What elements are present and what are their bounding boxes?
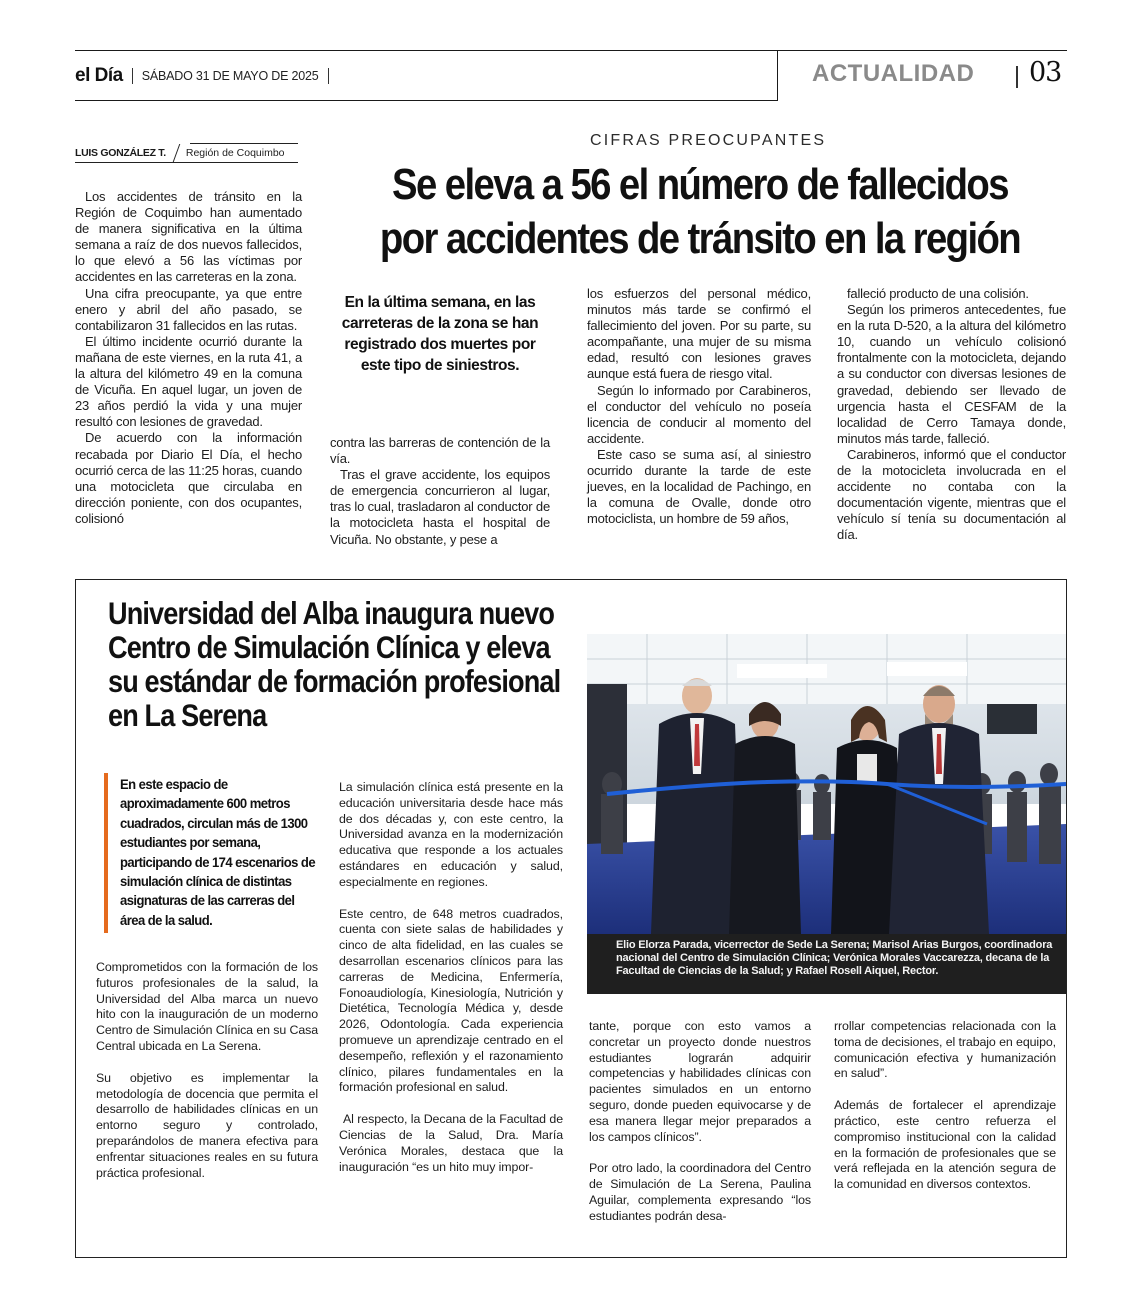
masthead [75,64,338,88]
paragraph: La simulación clínica está presente en la educación universitaria desde hace más de dos décadas y, con este centro, la Universidad avanza en la modernización educativa que responde a los actuales estándares en educación y salud, especialmente en regiones. [339,780,563,889]
page-number: 03 [1029,57,1062,88]
lead-accent-bar [104,773,108,933]
paragraph: Este caso se suma así, al siniestro ocurrido durante la tarde de este jueves, en la localidad de Pachingo, en la comuna de Ovalle, donde otro motociclista, un hombre de 59 años, [587,446,811,527]
paragraph: Comprometidos con la formación de los futuros profesionales de la salud, la Universidad del Alba marca un nuevo hito con la inauguración de un moderno Centro de Simulación Clínica en su Casa Central ubicada en La Serena. [96,960,318,1053]
title-line: en La Serena [108,697,267,733]
title-line: Centro de Simulación Clínica y eleva [108,629,550,665]
masthead-separator [132,68,133,84]
paragraph: tante, porque con esto vamos a concretar un proyecto donde nuestros estudiantes lograrán adquirir competencias y habilidades clínicas con pacientes simulados en un entorno seguro, donde pueden equivocarse y de esa manera llegar mejor preparados a los campos clínicos”. [589,1019,811,1144]
paragraph: Una cifra preocupante, ya que entre enero y abril del año pasado, se contabilizaron 31 fallecidos en las rutas. [75,285,302,333]
article-column-2 [330,435,550,548]
paragraph: Según lo informado por Carabineros, el conductor del vehículo no poseía licencia de conducir al momento del accidente. [587,382,811,446]
article-lead: En este espacio de aproximadamente 600 metros cuadrados, circulan más de 1300 estudiantes por semana, participando de 174 escenarios de simulación clínica de distintas asignaturas de las carreras del área de la salud. [120,777,316,929]
headline-line: por accidentes de tránsito en la región [379,215,1021,263]
paragraph: Este centro, de 648 metros cuadrados, cuenta con siete salas de habilidades y cinco de alta fidelidad, en las cuales se desarrollan escenarios clínicos para las carreras de Medicina, Enfermería, Fonoaudiología, Kinesiología, Nutrición y Dietética, Tecnología Médica y, desde 2026, Odontología. Cada experiencia promueve un aprendizaje centrado en el desempeño, reflexión y el razonamiento clínico, pilares fundamentales en la formación profesional en salud. [339,906,563,1095]
article-column-4 [837,286,1066,544]
article-headline [348,158,1052,266]
byline-rule [75,162,298,163]
title-line: Universidad del Alba inaugura nuevo [108,595,555,631]
photo-illustration [587,634,1066,934]
article-column-1 [75,189,302,527]
author-region: Región de Coquimbo [185,147,285,159]
paragraph: Los accidentes de tránsito en la Región de Coquimbo han aumentado de manera significativa en la última semana a raíz de dos nuevos fallecidos, lo que elevó a 56 las víctimas por accidentes en las carreteras en la zona. [75,189,302,285]
paragraph: Al respecto, la Decana de la Facultad de Ciencias de la Salud, Dra. María Verónica Morales, destaca que la inauguración “es un hito muy impor- [339,1112,563,1174]
article-lead: En la última semana, en las carreteras de la zona se han registrado dos muertes por este tipo de siniestros. [341,294,539,374]
paragraph: El último incidente ocurrió durante la mañana de este viernes, en la ruta 41, a la altura del kilómetro 49 en la comuna de Vicuña. En aquel lugar, un joven de 23 años perdió la vida y una mujer resultó con lesiones de gravedad. [75,333,302,430]
header-rule-top [75,50,1067,51]
byline [75,144,285,162]
paragraph: Por otro lado, la coordinadora del Centro de Simulación de La Serena, Paulina Aguilar, complementa expresando “los estudiantes podrán desa- [589,1161,811,1223]
article-column-4 [834,1019,1056,1193]
article-title [108,595,561,733]
paragraph: Según los primeros antecedentes, fue en la ruta D-520, a la altura del kilómetro 10, cuando un vehículo colisionó frontalmente con la motocicleta, dejando a su conductor con diversas lesiones de gravedad, debiendo ser llevado de urgencia hasta el CESFAM de la localidad de Cerro Tamaya donde, minutos más tarde, falleció. [837,302,1066,446]
newspaper-logo: el Día [75,65,123,86]
paragraph: falleció producto de una colisión. [847,286,1029,301]
paragraph: los esfuerzos del personal médico, minutos más tarde se confirmó el fallecimiento del joven. Por su parte, su acompañante, una mujer de su misma edad, resultó con lesiones graves aunque está fuera de riesgo vital. [587,286,811,382]
photo-caption: Elio Elorza Parada, vicerrector de Sede La Serena; Marisol Arias Burgos, coordinadora nacional del Centro de Simulación Clínica; Verónica Morales Vaccarezza, decana de la Facultad de Ciencias de la Salud; y Rafael Rosell Aiquel, Rector. [587,934,1066,994]
paragraph: Carabineros, informó que el conductor de la motocicleta involucrada en el accidente no contaba con la documentación vigente, mientras que el vehículo sí tenía su documentación al día. [837,446,1066,543]
article-column-2 [339,780,563,1175]
article-column-1 [96,960,318,1181]
article-kicker: CIFRAS PREOCUPANTES [590,132,827,149]
title-line: su estándar de formación profesional [108,663,561,699]
byline-slash [172,144,182,162]
paragraph: Tras el grave accidente, los equipos de emergencia concurrieron al lugar, tras lo cual, trasladaron al conductor de la motocicleta hasta el hospital de Vicuña. No obstante, y pese a [330,467,550,547]
article-column-3 [589,1019,811,1225]
masthead-separator [328,68,329,84]
author-name: LUIS GONZÁLEZ T. [75,147,166,159]
paragraph: rrollar competencias relacionada con la toma de decisiones, el trabajo en equipo, comunicación efectiva y humanización en salud”. [834,1019,1056,1081]
paragraph: De acuerdo con la información recabada por Diario El Día, el hecho ocurrió cerca de las 11:25 horas, cuando una motocicleta que circulaba en dirección poniente, con dos ocupantes, colisionó [75,430,302,526]
ribbon-cutting-photo [587,634,1066,934]
headline-line: Se eleva a 56 el número de fallecidos [392,161,1008,209]
paragraph: Su objetivo es implementar la metodología de docencia que permita el desarrollo de habilidades clínicas en un entorno seguro y controlado, preparándolos de manera efectiva para enfrentar situaciones reales en su futura práctica profesional. [96,1070,318,1180]
article-column-3 [587,286,811,527]
header-divider [777,50,778,101]
paragraph: contra las barreras de contención de la vía. [330,435,550,467]
section-separator [1016,66,1018,88]
issue-date: SÁBADO 31 DE MAYO DE 2025 [141,69,319,83]
paragraph: Además de fortalecer el aprendizaje práctico, este centro refuerza el compromiso institucional con la calidad en la formación de profesionales que se verá reflejada en la atención segura de la comunidad en diversos contextos. [834,1098,1056,1192]
header-rule-bottom [75,100,777,101]
section-label: ACTUALIDAD [812,60,975,87]
